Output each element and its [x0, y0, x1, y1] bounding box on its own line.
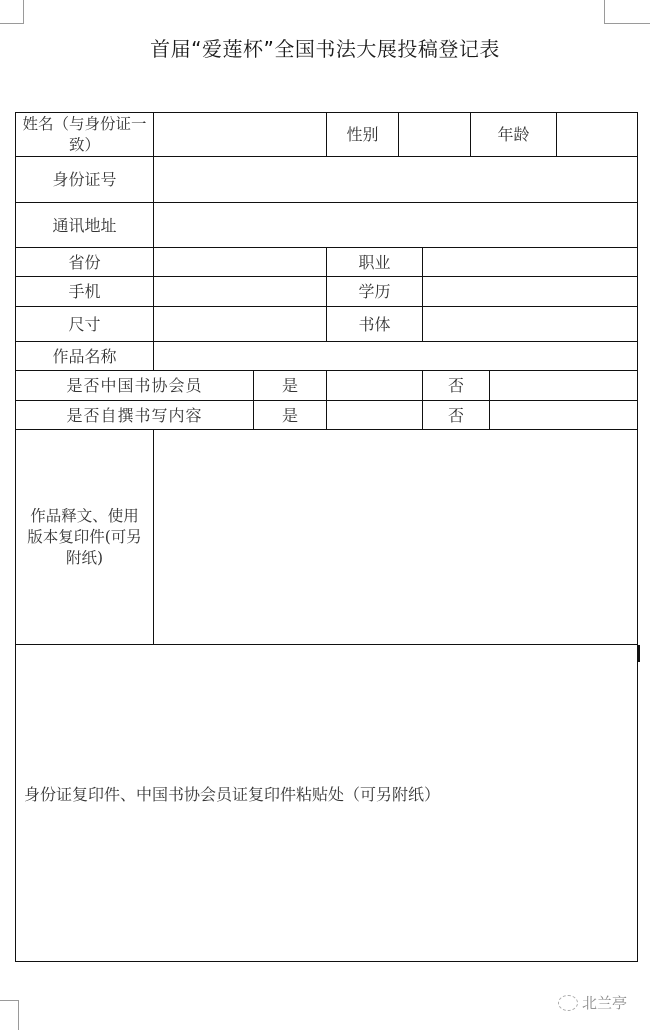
work-title-label: 作品名称 [15, 341, 154, 371]
member-yes-label: 是 [253, 370, 327, 401]
address-label: 通讯地址 [15, 202, 154, 248]
form-title: 首届“爱莲杯”全国书法大展投稿登记表 [150, 37, 500, 61]
watermark-text: 北兰亭 [582, 994, 628, 1012]
age-field[interactable] [556, 112, 638, 157]
transcript-field[interactable] [153, 429, 638, 645]
size-label: 尺寸 [15, 306, 154, 342]
member-yes-checkbox[interactable] [326, 370, 423, 401]
self-composed-no-label: 否 [422, 400, 490, 430]
address-field[interactable] [153, 202, 638, 248]
province-label: 省份 [15, 247, 154, 277]
self-composed-yes-label: 是 [253, 400, 327, 430]
self-composed-question-label: 是否自撰书写内容 [15, 400, 254, 430]
province-field[interactable] [153, 247, 327, 277]
mobile-label: 手机 [15, 276, 154, 307]
age-label: 年龄 [470, 112, 557, 157]
script-style-label: 书体 [326, 306, 423, 342]
wechat-icon [558, 995, 578, 1011]
transcript-label: 作品释文、使用版本复印件(可另附纸) [15, 429, 154, 645]
member-no-label: 否 [422, 370, 490, 401]
self-composed-no-checkbox[interactable] [489, 400, 638, 430]
work-title-field[interactable] [153, 341, 638, 371]
size-field[interactable] [153, 306, 327, 342]
occupation-label: 职业 [326, 247, 423, 277]
member-no-checkbox[interactable] [489, 370, 638, 401]
occupation-field[interactable] [422, 247, 638, 277]
page-corner-mark [0, 1000, 19, 1030]
id-number-field[interactable] [153, 156, 638, 203]
text-cursor [638, 645, 640, 662]
mobile-field[interactable] [153, 276, 327, 307]
gender-field[interactable] [398, 112, 471, 157]
page-corner-mark [0, 0, 24, 24]
self-composed-yes-checkbox[interactable] [326, 400, 423, 430]
gender-label: 性别 [326, 112, 399, 157]
name-field[interactable] [153, 112, 327, 157]
page-corner-mark [604, 0, 650, 24]
id-number-label: 身份证号 [15, 156, 154, 203]
member-question-label: 是否中国书协会员 [15, 370, 254, 401]
education-field[interactable] [422, 276, 638, 307]
paste-area-label: 身份证复印件、中国书协会员证复印件粘贴处（可另附纸） [24, 785, 441, 804]
name-label: 姓名（与身份证一致） [15, 112, 154, 157]
script-style-field[interactable] [422, 306, 638, 342]
education-label: 学历 [326, 276, 423, 307]
watermark [558, 992, 627, 1013]
